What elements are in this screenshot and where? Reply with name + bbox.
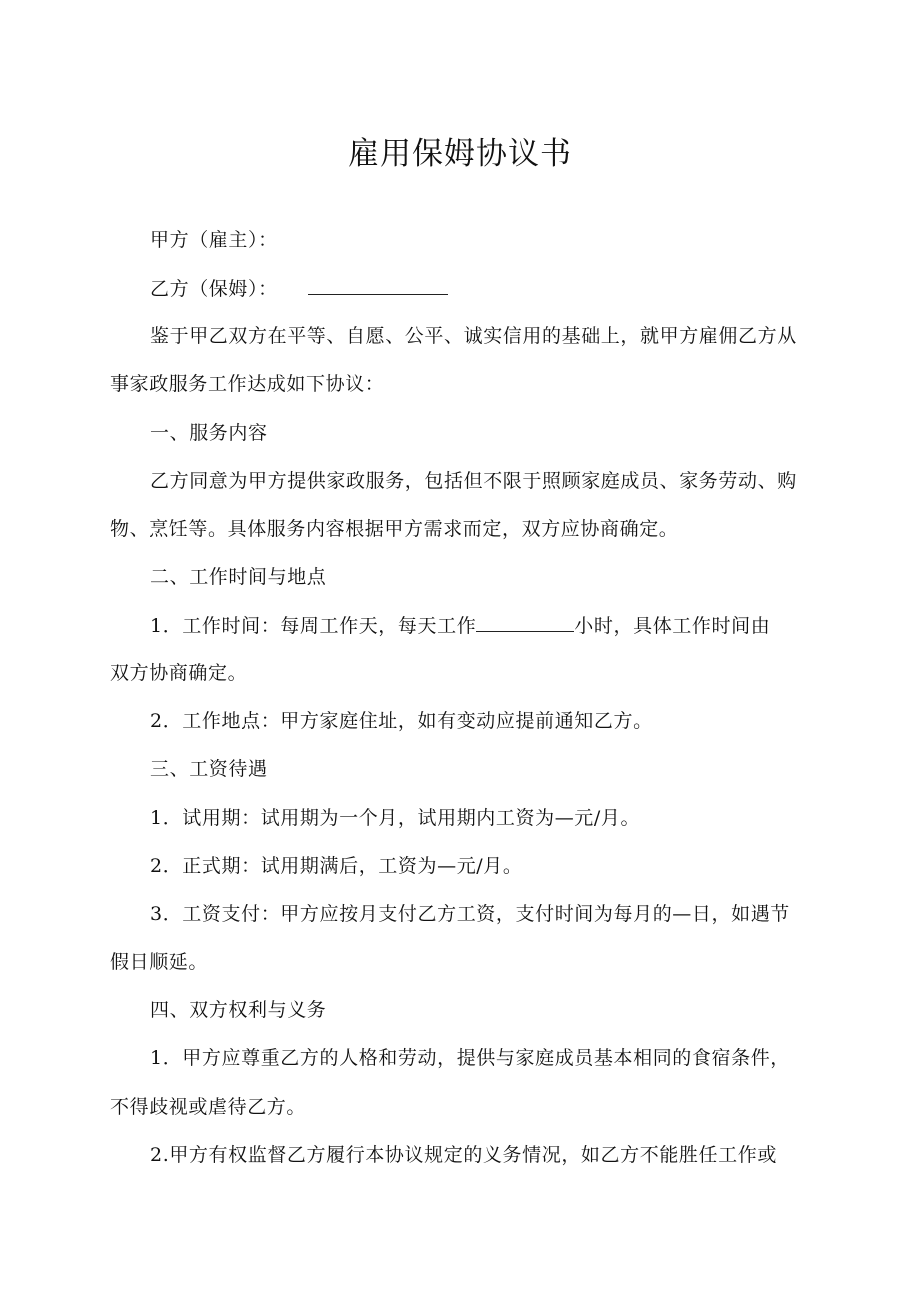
- hours-blank-field[interactable]: [476, 613, 574, 632]
- section-4-heading: 四、双方权利与义务: [150, 999, 327, 1021]
- section-2-item-1-line-1: [150, 613, 850, 638]
- section-3-item-3-line-2: 假日顺延。: [110, 951, 209, 973]
- section-2-item-1-line-2: 双方协商确定。: [110, 662, 248, 684]
- section-1-line-2: 物、烹饪等。具体服务内容根据甲方需求而定，双方应协商确定。: [110, 518, 679, 540]
- preamble-line-2: 事家政服务工作达成如下协议：: [110, 373, 385, 395]
- party-a-label: 甲方（雇主）：: [150, 229, 278, 251]
- document-title: 雇用保姆协议书: [348, 136, 572, 172]
- section-1-line-1: 乙方同意为甲方提供家政服务，包括但不限于照顾家庭成员、家务劳动、购: [150, 470, 797, 492]
- section-4-item-1-line-2: 不得歧视或虐待乙方。: [110, 1096, 307, 1118]
- section-2-item-2: 2．工作地点：甲方家庭住址，如有变动应提前通知乙方。: [150, 710, 653, 732]
- party-a-line: [150, 228, 850, 252]
- section-3-item-1: 1．试用期：试用期为一个月，试用期内工资为—元/月。: [150, 807, 641, 829]
- section-4-item-2-line-1: 2.甲方有权监督乙方履行本协议规定的义务情况，如乙方不能胜任工作或: [150, 1144, 777, 1166]
- section-1-heading: 一、服务内容: [150, 422, 268, 444]
- section-3-item-3-line-1: 3．工资支付：甲方应按月支付乙方工资，支付时间为每月的—日，如遇节: [150, 903, 790, 925]
- preamble-line-1: 鉴于甲乙双方在平等、自愿、公平、诚实信用的基础上，就甲方雇佣乙方从: [150, 325, 797, 347]
- section-2-item-1-text-b: 小时，具体工作时间由: [574, 615, 771, 637]
- section-2-heading: 二、工作时间与地点: [150, 566, 327, 588]
- party-b-blank-field[interactable]: [308, 276, 448, 295]
- section-4-item-1-line-1: 1．甲方应尊重乙方的人格和劳动，提供与家庭成员基本相同的食宿条件，: [150, 1047, 790, 1069]
- party-b-label: 乙方（保姆）：: [150, 278, 278, 300]
- section-2-item-1-text-a: 1．工作时间：每周工作天，每天工作: [150, 615, 477, 637]
- section-3-item-2: 2．正式期：试用期满后，工资为—元/月。: [150, 855, 523, 877]
- party-b-line: [150, 276, 850, 301]
- section-3-heading: 三、工资待遇: [150, 758, 268, 780]
